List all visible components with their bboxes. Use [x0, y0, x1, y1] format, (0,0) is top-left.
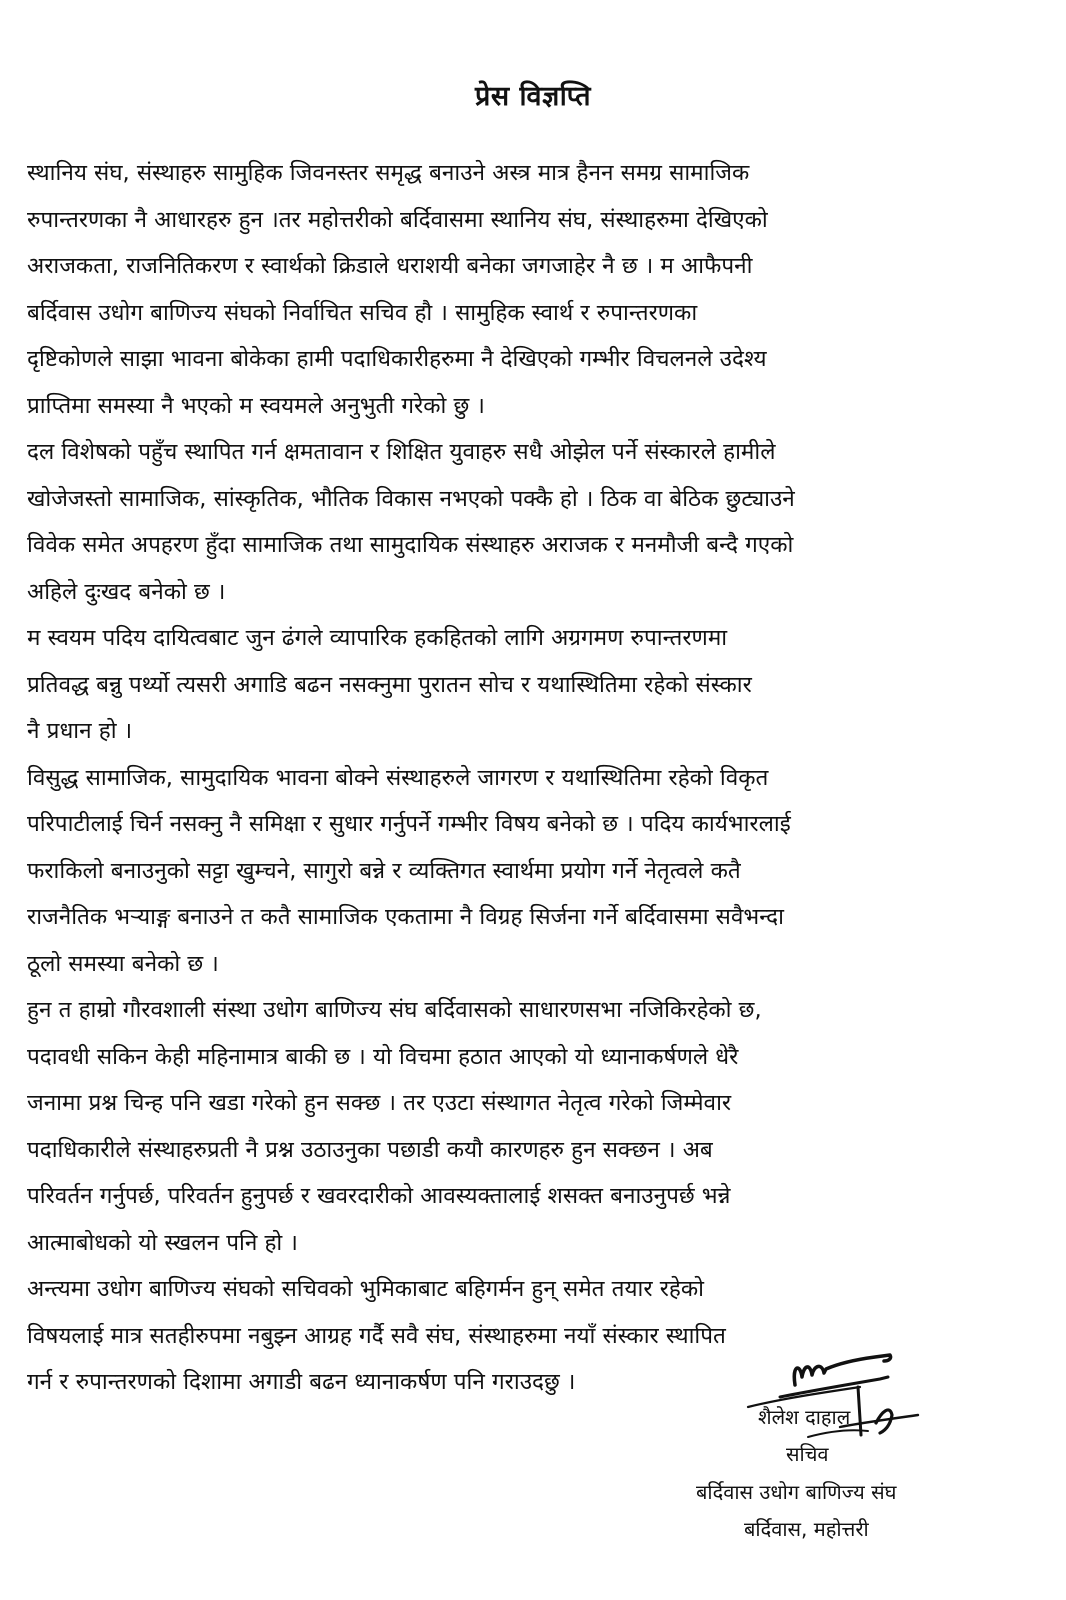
- signatory-name: शैलेश दाहाल: [758, 1405, 851, 1429]
- body-line: जनामा प्रश्न चिन्ह पनि खडा गरेको हुन सक्छ । तर एउटा संस्थागत नेतृत्व गरेको जिम्मेवार: [27, 1090, 732, 1116]
- body-line: पदाधिकारीले संस्थाहरुप्रती नै प्रश्न उठाउनुका पछाडी कयौ कारणहरु हुन सक्छन । अब: [27, 1136, 713, 1163]
- body-line: राजनैतिक भऱ्याङ्ग बनाउने त कतै सामाजिक एकतामा नै विग्रह सिर्जना गर्ने बर्दिवासमा सवैभन्दा: [27, 904, 784, 930]
- body-line: विवेक समेत अपहरण हुँदा सामाजिक तथा सामुदायिक संस्थाहरु अराजक र मनमौजी बन्दै गएको: [27, 532, 794, 558]
- body-line: स्थानिय संघ, संस्थाहरु सामुहिक जिवनस्तर समृद्ध बनाउने अस्त्र मात्र हैनन समग्र सामाजिक: [27, 160, 750, 186]
- body-line: दृष्टिकोणले साझा भावना बोकेका हामी पदाधिकारीहरुमा नै देखिएको गम्भीर विचलनले उदेश्य: [27, 346, 767, 372]
- body-line: प्रतिवद्ध बन्नु पर्थ्यो त्यसरी अगाडि बढन नसक्नुमा पुरातन सोच र यथास्थितिमा रहेको संस्कार: [27, 671, 752, 698]
- signatory-organization: बर्दिवास उधोग बाणिज्य संघ: [696, 1480, 897, 1504]
- signatory-place: बर्दिवास, महोत्तरी: [744, 1517, 869, 1541]
- press-release-body: [27, 150, 1047, 1406]
- body-line: हुन त हाम्रो गौरवशाली संस्था उधोग बाणिज्य संघ बर्दिवासको साधारणसभा नजिकिरहेको छ,: [27, 997, 762, 1023]
- body-line: दल विशेषको पहुँच स्थापित गर्न क्षमतावान र शिक्षित युवाहरु सधै ओझेल पर्ने संस्कारले हामीले: [27, 439, 776, 465]
- body-line: रुपान्तरणका नै आधारहरु हुन ।तर महोत्तरीको बर्दिवासमा स्थानिय संघ, संस्थाहरुमा देखिएको: [27, 206, 768, 233]
- body-line: पदावधी सकिन केही महिनामात्र बाकी छ । यो विचमा हठात आएको यो ध्यानाकर्षणले धेरै: [27, 1043, 739, 1070]
- body-line: आत्माबोधको यो स्खलन पनि हो ।: [27, 1229, 298, 1256]
- page-title: प्रेस विज्ञप्ति: [474, 81, 592, 112]
- body-line: खोजेजस्तो सामाजिक, सांस्कृतिक, भौतिक विकास नभएको पक्कै हो । ठिक वा बेठिक छुट्याउने: [27, 485, 795, 512]
- body-line: नै प्रधान हो ।: [27, 718, 133, 744]
- body-line: बर्दिवास उधोग बाणिज्य संघको निर्वाचित सचिव हौ । सामुहिक स्वार्थ र रुपान्तरणका: [27, 299, 698, 326]
- body-line: अन्त्यमा उधोग बाणिज्य संघको सचिवको भुमिकाबाट बहिगर्मन हुन् समेत तयार रहेको: [27, 1276, 704, 1302]
- body-line: परिवर्तन गर्नुपर्छ, परिवर्तन हुनुपर्छ र खवरदारीको आवस्यक्तालाई शसक्त बनाउनुपर्छ भन्ने: [27, 1183, 731, 1209]
- body-line: परिपाटीलाई चिर्न नसक्नु नै समिक्षा र सुधार गर्नुपर्ने गम्भीर विषय बनेको छ । पदिय कार्यभारलाई: [27, 811, 791, 837]
- body-line: ठूलो समस्या बनेको छ ।: [27, 950, 219, 977]
- signatory-post: सचिव: [786, 1442, 829, 1466]
- body-line: म स्वयम पदिय दायित्वबाट जुन ढंगले व्यापारिक हकहितको लागि अग्रगमण रुपान्तरणमा: [27, 625, 728, 651]
- body-line: फराकिलो बनाउनुको सट्टा खुम्चने, सागुरो बन्ने र व्यक्तिगत स्वार्थमा प्रयोग गर्ने नेतृत्वले कतै: [27, 857, 741, 884]
- body-line: गर्न र रुपान्तरणको दिशामा अगाडी बढन ध्यानाकर्षण पनि गराउदछु ।: [27, 1369, 576, 1395]
- body-line: अराजकता, राजनितिकरण र स्वार्थको क्रिडाले धराशयी बनेका जगजाहेर नै छ । म आफैपनी: [27, 253, 753, 279]
- body-line: अहिले दुःखद बनेको छ ।: [27, 578, 226, 605]
- body-line: विसुद्ध सामाजिक, सामुदायिक भावना बोक्ने संस्थाहरुले जागरण र यथास्थितिमा रहेको विकृत: [27, 764, 769, 791]
- body-line: प्राप्तिमा समस्या नै भएको म स्वयमले अनुभुती गरेको छु ।: [27, 392, 485, 419]
- body-line: विषयलाई मात्र सतहीरुपमा नबुझ्न आग्रह गर्दै सवै संघ, संस्थाहरुमा नयाँ संस्कार स्थापित: [27, 1322, 726, 1349]
